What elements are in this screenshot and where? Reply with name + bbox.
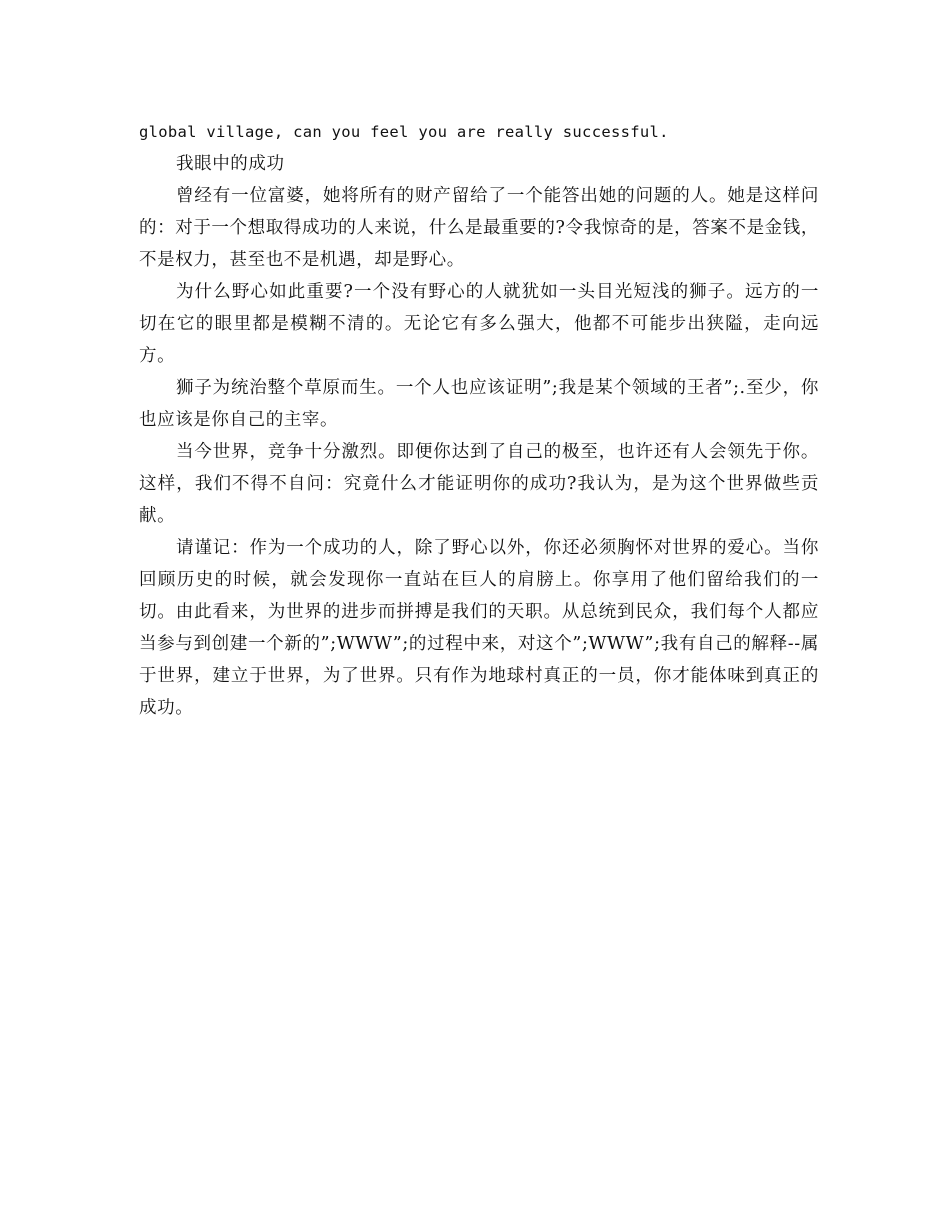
essay-title: 我眼中的成功 xyxy=(176,154,285,174)
lead-line: global village, can you feel you are really successful. xyxy=(139,123,669,141)
paragraph-2: 为什么野心如此重要?一个没有野心的人就犹如一头目光短浅的狮子。远方的一切在它的眼里都是模糊不清的。无论它有多么强大，他都不可能步出狭隘，走向远方。 xyxy=(139,282,819,366)
paragraph-5: 请谨记：作为一个成功的人，除了野心以外，你还必须胸怀对世界的爱心。当你回顾历史的时候，就会发现你一直站在巨人的肩膀上。你享用了他们留给我们的一切。由此看来，为世界的进步而拼搏是我们的天职。从总统到民众，我们每个人都应当参与到创建一个新的”;WWW”;的过程中来，对这个”;WWW”;我有自己的解释--属于世界，建立于世界，为了世界。只有作为地球村真正的一员，你才能体味到真正的成功。 xyxy=(139,538,819,718)
paragraph-4: 当今世界，竞争十分激烈。即便你达到了自己的极至，也许还有人会领先于你。这样，我们不得不自问：究竟什么才能证明你的成功?我认为，是为这个世界做些贡献。 xyxy=(139,442,819,526)
paragraph-1: 曾经有一位富婆，她将所有的财产留给了一个能答出她的问题的人。她是这样问的：对于一个想取得成功的人来说，什么是最重要的?令我惊奇的是，答案不是金钱，不是权力，甚至也不是机遇，却是野心。 xyxy=(139,186,819,270)
paragraph-3: 狮子为统治整个草原而生。一个人也应该证明”;我是某个领域的王者”;.至少，你也应该是你自己的主宰。 xyxy=(139,378,819,430)
document-body xyxy=(139,116,819,724)
